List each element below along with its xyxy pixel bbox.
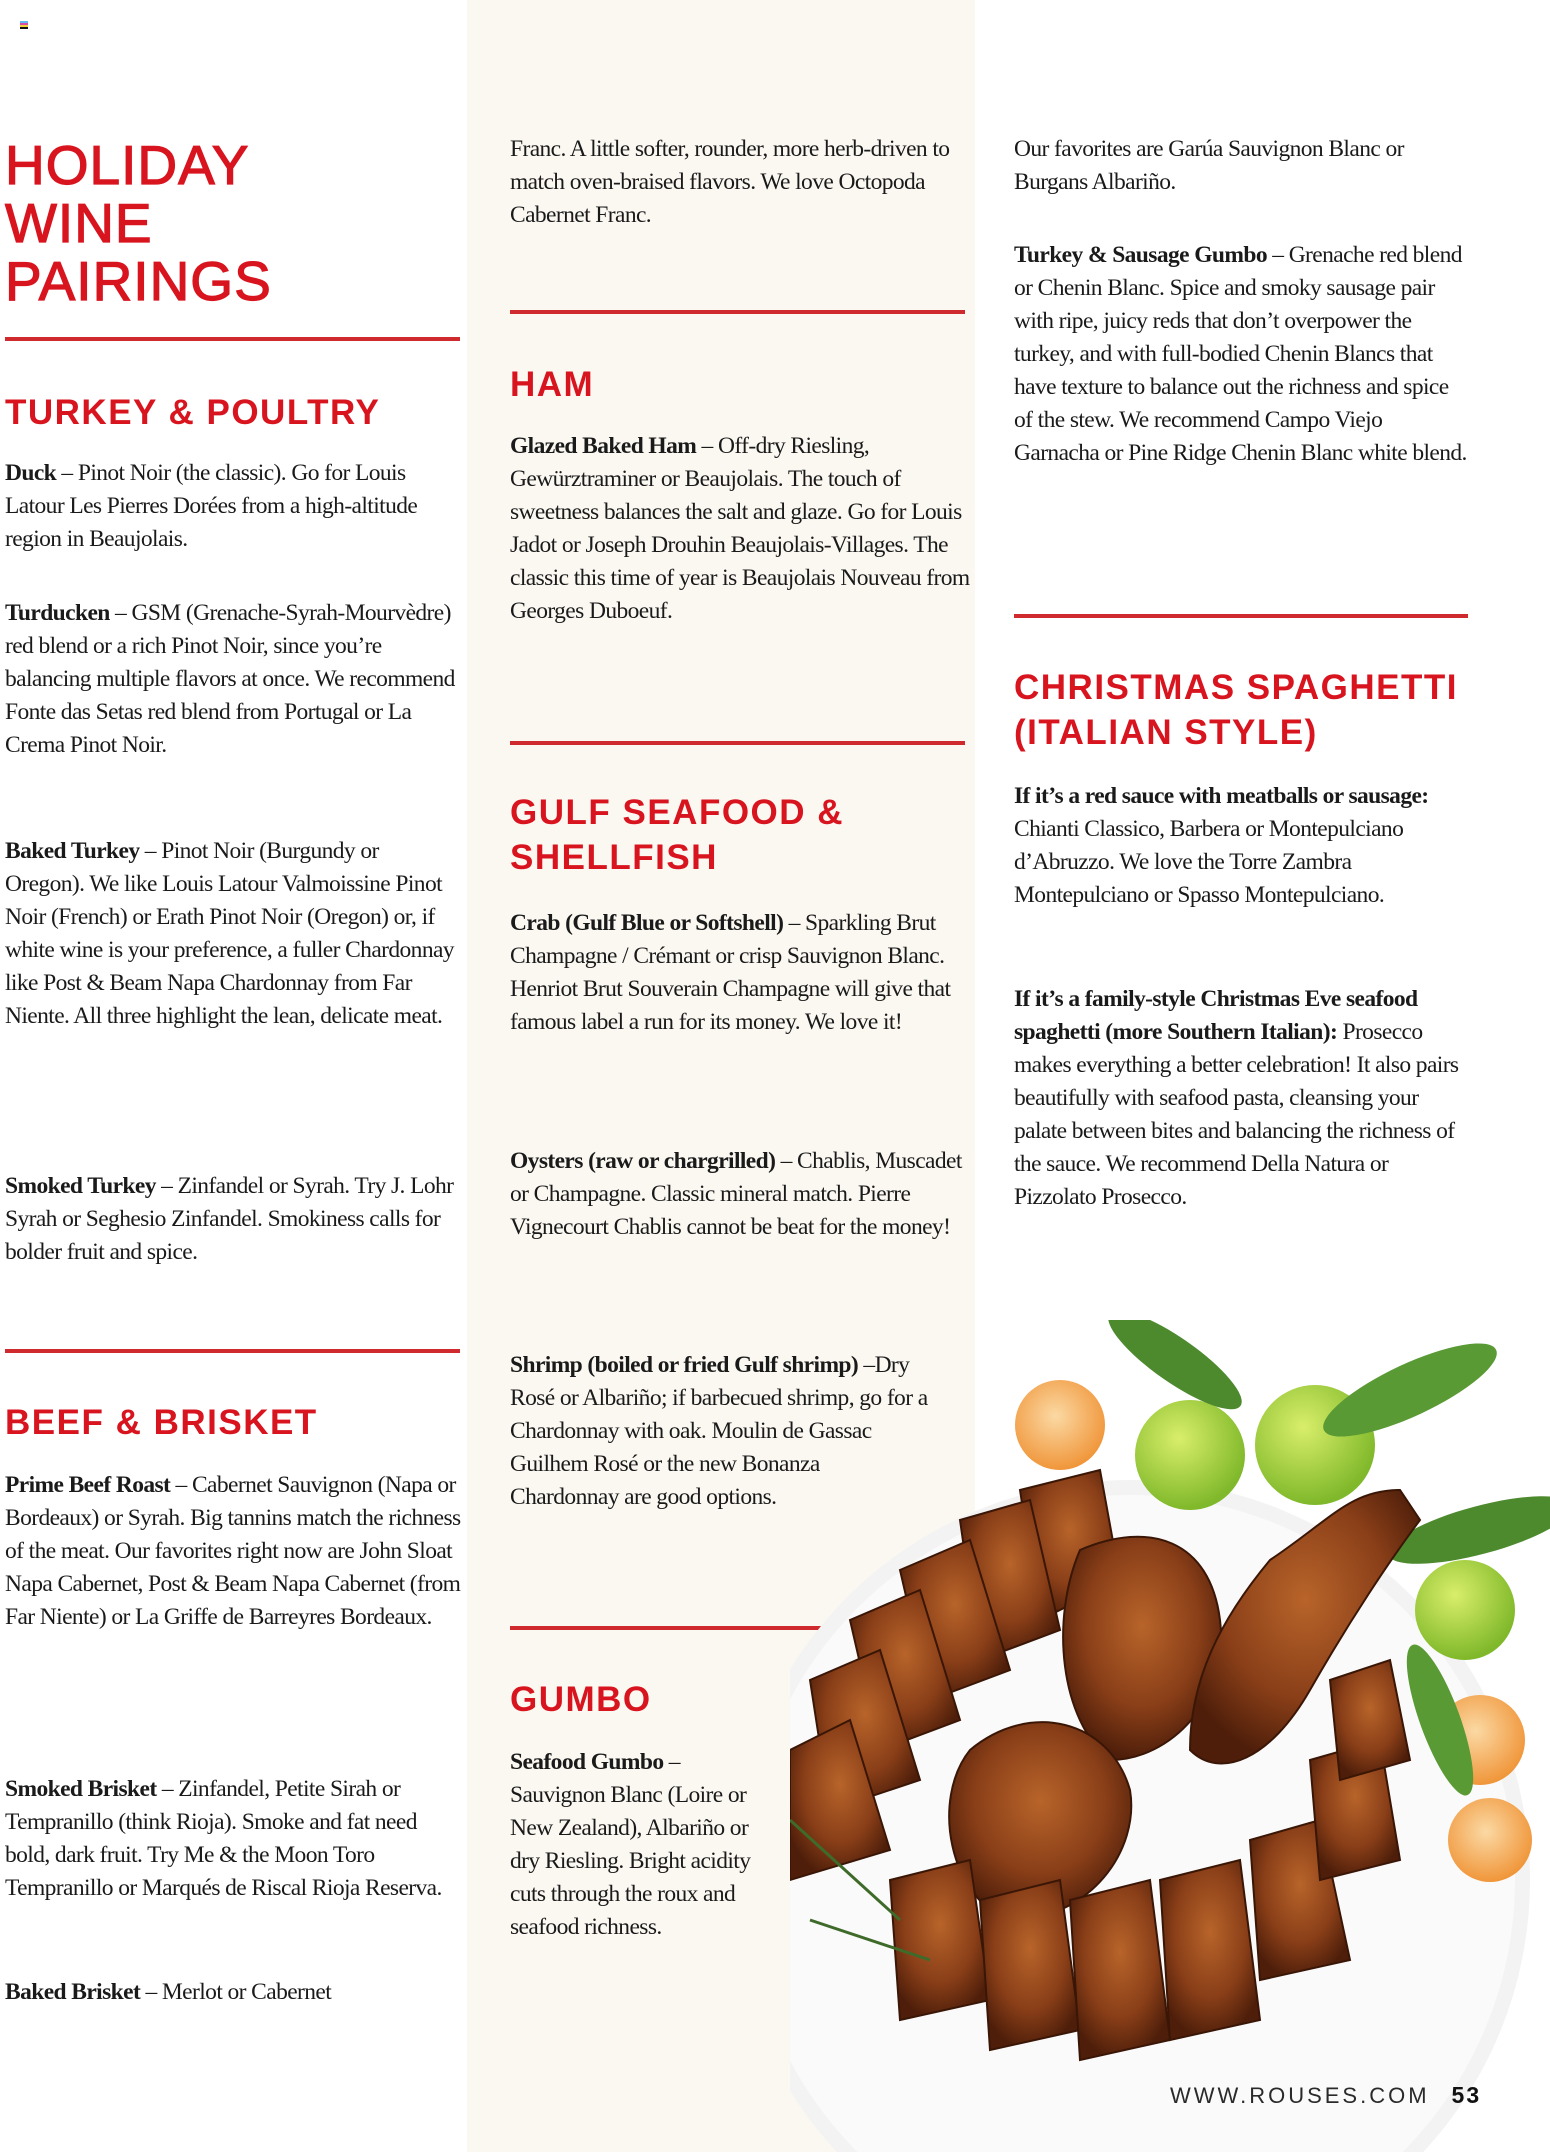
dish-name: Prime Beef Roast [5, 1472, 171, 1498]
pairing-text: Dry Rosé or Albariño; if barbecued shrimp, go for a Chardonnay with oak. Moulin de Gassac Guilhem Rosé or the new Bonanza Chardonnay are good options. [510, 1352, 928, 1510]
dish-name: Turkey & Sausage Gumbo [1014, 242, 1267, 268]
pairing-text: Cabernet Sauvignon (Napa or Bordeaux) or Syrah. Big tannins match the richness of the meat. Our favorites right now are John Sloat Napa Cabernet, Post & Beam Napa Cabernet (from Far Niente) or La Griffe de Barreyres Bordeaux. [5, 1472, 461, 1630]
website-url: WWW.ROUSES.COM [1170, 2083, 1430, 2108]
pairing-item [1014, 780, 1472, 912]
pairing-text: Zinfandel, Petite Sirah or Tempranillo (think Rioja). Smoke and fat need bold, dark fruit. Try Me & the Moon Toro Tempranillo or Marqués de Riscal Rioja Reserva. [5, 1776, 442, 1901]
dish-name: Shrimp (boiled or fried Gulf shrimp) [510, 1352, 859, 1378]
divider [5, 337, 460, 341]
pairing-text: Grenache red blend or Chenin Blanc. Spice and smoky sausage pair with ripe, juicy reds that don’t overpower the turkey, and with full-bodied Chenin Blancs that have texture to balance out the richness and spice of the stew. We recommend Campo Viejo Garnacha or Pine Ridge Chenin Blanc white blend. [1014, 242, 1467, 466]
print-registration-mark-icon [20, 21, 28, 29]
pairing-item: Oysters (raw or chargrilled) – Chablis, Muscadet or Champagne. Classic mineral match. Pierre Vignecourt Chablis cannot be beat for the money! [510, 1148, 962, 1240]
dish-name: If it’s a red sauce with meatballs or sausage: [1014, 783, 1429, 809]
section-heading-beef-brisket: BEEF & BRISKET [5, 1403, 318, 1442]
pairing-text: Prosecco makes everything a better celebration! It also pairs beautifully with seafood pasta, cleansing your palate between bites and balancing the richness of the sauce. We recommend Della Natura or Pizzolato Prosecco. [1014, 1019, 1459, 1210]
title-line: HOLIDAY [5, 134, 250, 196]
dish-name: Oysters (raw or chargrilled) [510, 1148, 776, 1174]
section-heading-turkey-poultry: TURKEY & POULTRY [5, 393, 381, 432]
dish-name: Glazed Baked Ham [510, 433, 697, 459]
pairing-item: Smoked Turkey – Zinfandel or Syrah. Try J. Lohr Syrah or Seghesio Zinfandel. Smokiness calls for bolder fruit and spice. [5, 1173, 454, 1265]
pairing-item: Baked Turkey – Pinot Noir (Burgundy or Oregon). We like Louis Latour Valmoissine Pinot Noir (French) or Erath Pinot Noir (Oregon) or, if white wine is your preference, a fuller Chardonnay like Post & Beam Napa Chardonnay from Far Niente. All three highlight the lean, delicate meat. [5, 838, 454, 1029]
dish-name: Smoked Brisket [5, 1776, 157, 1802]
divider [5, 1349, 460, 1353]
divider [510, 741, 965, 745]
pairing-text: GSM (Grenache-Syrah-Mourvèdre) red blend or a rich Pinot Noir, since you’re balancing multiple flavors at once. We recommend Fonte das Setas red blend from Portugal or La Crema Pinot Noir. [5, 600, 455, 758]
section-heading-gumbo: GUMBO [510, 1680, 652, 1719]
section-heading-ham: HAM [510, 365, 595, 404]
pairing-text: Zinfandel or Syrah. Try J. Lohr Syrah or Seghesio Zinfandel. Smokiness calls for bolder fruit and spice. [5, 1173, 454, 1265]
dish-name: Seafood Gumbo [510, 1749, 664, 1775]
pairing-item: Prime Beef Roast – Cabernet Sauvignon (Napa or Bordeaux) or Syrah. Big tannins match the richness of the meat. Our favorites right now are John Sloat Napa Cabernet, Post & Beam Napa Cabernet (from Far Niente) or La Griffe de Barreyres Bordeaux. [5, 1472, 461, 1630]
roast-turkey-photo [790, 1320, 1550, 2152]
pairing-text: Off-dry Riesling, Gewürztraminer or Beaujolais. The touch of sweetness balances the salt and glaze. Go for Louis Jadot or Joseph Drouhin Beaujolais-Villages. The classic this time of year is Beaujolais Nouveau from Georges Duboeuf. [510, 433, 970, 624]
pairing-item [1014, 983, 1472, 1214]
dish-name: Duck [5, 460, 57, 486]
page-number: 53 [1451, 2082, 1482, 2108]
pairing-item: Duck – Pinot Noir (the classic). Go for Louis Latour Les Pierres Dorées from a high-altitude region in Beaujolais. [5, 460, 418, 552]
page-footer [1170, 2082, 1481, 2109]
dish-name: Turducken [5, 600, 110, 626]
pairing-text: Chablis, Muscadet or Champagne. Classic mineral match. Pierre Vignecourt Chablis cannot be beat for the money! [510, 1148, 962, 1240]
dish-name: Baked Brisket [5, 1979, 141, 2005]
pairing-item: Baked Brisket – Merlot or Cabernet [5, 1979, 332, 2005]
section-heading-gulf-seafood: GULF SEAFOOD & SHELLFISH [510, 793, 845, 877]
pairing-item: Glazed Baked Ham – Off-dry Riesling, Gewürztraminer or Beaujolais. The touch of sweetness balances the salt and glaze. Go for Louis Jadot or Joseph Drouhin Beaujolais-Villages. The classic this time of year is Beaujolais Nouveau from Georges Duboeuf. [510, 433, 970, 624]
dish-name: Crab (Gulf Blue or Softshell) [510, 910, 784, 936]
dish-name: Smoked Turkey [5, 1173, 156, 1199]
title-line: PAIRINGS [5, 250, 272, 312]
pairing-text: Chianti Classico, Barbera or Montepulciano d’Abruzzo. We love the Torre Zambra Montepulciano or Spasso Montepulciano. [1014, 816, 1404, 908]
page-title [5, 136, 272, 310]
pairing-text: Pinot Noir (the classic). Go for Louis Latour Les Pierres Dorées from a high-altitude region in Beaujolais. [5, 460, 418, 552]
divider [1014, 614, 1468, 618]
dish-name: Baked Turkey [5, 838, 140, 864]
pairing-item: Turducken – GSM (Grenache-Syrah-Mourvèdre) red blend or a rich Pinot Noir, since you’re balancing multiple flavors at once. We recommend Fonte das Setas red blend from Portugal or La Crema Pinot Noir. [5, 600, 455, 758]
pairing-item: Shrimp (boiled or fried Gulf shrimp) –Dry Rosé or Albariño; if barbecued shrimp, go for a Chardonnay with oak. Moulin de Gassac Guilhem Rosé or the new Bonanza Chardonnay are good options. [510, 1352, 928, 1510]
continued-text: Franc. A little softer, rounder, more herb-driven to match oven-braised flavors. We love Octopoda Cabernet Franc. [510, 136, 950, 228]
pairing-text: Sauvignon Blanc (Loire or New Zealand), Albariño or dry Riesling. Bright acidity cuts through the roux and seafood richness. [510, 1782, 751, 1940]
title-line: WINE [5, 192, 153, 254]
dish-name: If it’s a family-style Christmas Eve seafood spaghetti (more Southern Italian): [1014, 986, 1418, 1045]
divider [510, 1626, 835, 1630]
pairing-text: Pinot Noir (Burgundy or Oregon). We like Louis Latour Valmoissine Pinot Noir (French) or Erath Pinot Noir (Oregon) or, if white wine is your preference, a fuller Chardonnay like Post & Beam Napa Chardonnay from Far Niente. All three highlight the lean, delicate meat. [5, 838, 454, 1029]
divider [510, 310, 965, 314]
pairing-text: Merlot or Cabernet [161, 1979, 332, 2005]
pairing-item: Smoked Brisket – Zinfandel, Petite Sirah or Tempranillo (think Rioja). Smoke and fat need bold, dark fruit. Try Me & the Moon Toro Tempranillo or Marqués de Riscal Rioja Reserva. [5, 1776, 442, 1901]
pairing-item: Crab (Gulf Blue or Softshell) – Sparkling Brut Champagne / Crémant or crisp Sauvignon Blanc. Henriot Brut Souverain Champagne will give that famous label a run for its money. We love it! [510, 910, 951, 1035]
pairing-item: Seafood Gumbo – Sauvignon Blanc (Loire or New Zealand), Albariño or dry Riesling. Bright acidity cuts through the roux and seafood richness. [510, 1749, 751, 1940]
pairing-item: Turkey & Sausage Gumbo – Grenache red blend or Chenin Blanc. Spice and smoky sausage pair with ripe, juicy reds that don’t overpower the turkey, and with full-bodied Chenin Blancs that have texture to balance out the richness and spice of the stew. We recommend Campo Viejo Garnacha or Pine Ridge Chenin Blanc white blend. [1014, 242, 1467, 466]
section-heading-christmas-spaghetti: CHRISTMAS SPAGHETTI (ITALIAN STYLE) [1014, 668, 1458, 752]
pairing-text: Sparkling Brut Champagne / Crémant or crisp Sauvignon Blanc. Henriot Brut Souverain Champagne will give that famous label a run for its money. We love it! [510, 910, 951, 1035]
continued-text: Our favorites are Garúa Sauvignon Blanc or Burgans Albariño. [1014, 136, 1404, 195]
